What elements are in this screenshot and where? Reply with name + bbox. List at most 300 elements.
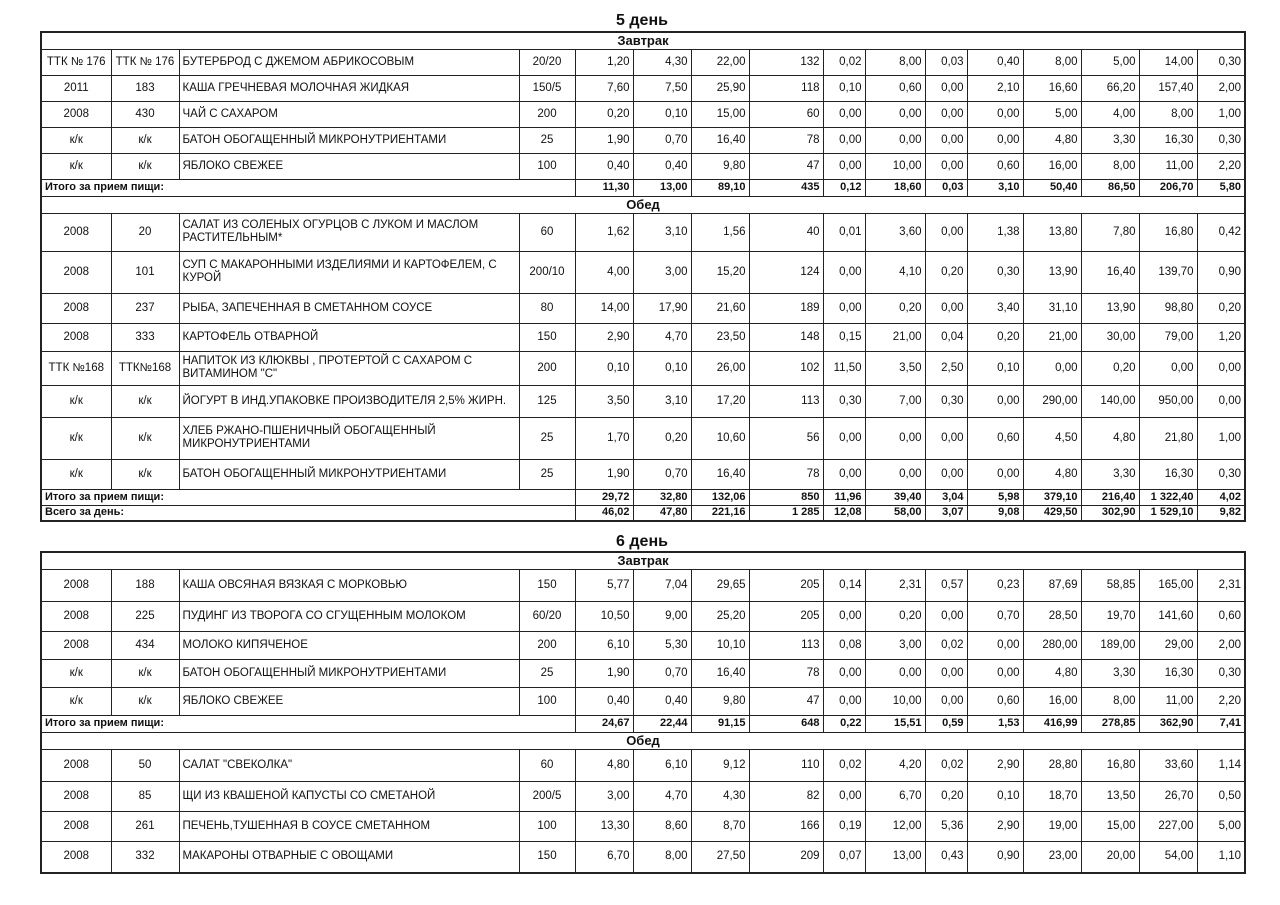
table-row	[41, 687, 1245, 715]
nutrient-value-cell: 1,56	[691, 213, 749, 251]
nutrient-value-cell: 1,20	[1197, 323, 1245, 351]
nutrient-value-cell: 16,30	[1139, 127, 1197, 153]
nutrient-value-cell: 19,00	[1023, 811, 1081, 841]
table-row	[41, 749, 1245, 781]
total-value-cell: 302,90	[1081, 505, 1139, 521]
nutrient-value-cell: 15,00	[691, 101, 749, 127]
nutrient-value-cell: 205	[749, 569, 823, 601]
portion-cell: 125	[519, 385, 575, 417]
total-value-cell: 435	[749, 179, 823, 196]
nutrient-value-cell: 0,30	[1197, 49, 1245, 75]
recipe-year-cell: 2008	[41, 293, 111, 323]
table-row	[41, 351, 1245, 385]
nutrient-value-cell: 16,80	[1081, 749, 1139, 781]
recipe-number-cell: к/к	[111, 127, 179, 153]
nutrient-value-cell: 4,30	[633, 49, 691, 75]
total-value-cell: 32,80	[633, 489, 691, 505]
nutrient-value-cell: 209	[749, 841, 823, 873]
nutrient-value-cell: 2,31	[865, 569, 925, 601]
total-value-cell: 3,04	[925, 489, 967, 505]
nutrient-value-cell: 11,00	[1139, 687, 1197, 715]
nutrient-value-cell: 140,00	[1081, 385, 1139, 417]
total-value-cell: 5,80	[1197, 179, 1245, 196]
nutrient-value-cell: 21,00	[865, 323, 925, 351]
table-row	[41, 601, 1245, 631]
recipe-number-cell: 188	[111, 569, 179, 601]
recipe-year-cell: 2008	[41, 569, 111, 601]
meal-title: Обед	[41, 196, 1245, 213]
nutrient-value-cell: 29,65	[691, 569, 749, 601]
dish-name-cell: ЯБЛОКО СВЕЖЕЕ	[179, 687, 519, 715]
nutrient-value-cell: 78	[749, 659, 823, 687]
nutrient-value-cell: 2,20	[1197, 153, 1245, 179]
nutrient-value-cell: 14,00	[575, 293, 633, 323]
nutrient-value-cell: 8,60	[633, 811, 691, 841]
nutrient-value-cell: 56	[749, 417, 823, 459]
recipe-year-cell: 2008	[41, 749, 111, 781]
nutrient-value-cell: 31,10	[1023, 293, 1081, 323]
nutrient-value-cell: 1,70	[575, 417, 633, 459]
nutrient-value-cell: 3,00	[865, 631, 925, 659]
portion-cell: 100	[519, 687, 575, 715]
table-row	[41, 631, 1245, 659]
nutrient-value-cell: 0,00	[925, 459, 967, 489]
total-value-cell: 1 285	[749, 505, 823, 521]
nutrient-value-cell: 58,85	[1081, 569, 1139, 601]
nutrient-value-cell: 0,90	[1197, 251, 1245, 293]
nutrient-value-cell: 1,90	[575, 127, 633, 153]
nutrient-value-cell: 0,04	[925, 323, 967, 351]
dish-name-cell: ПУДИНГ ИЗ ТВОРОГА СО СГУЩЕННЫМ МОЛОКОМ	[179, 601, 519, 631]
total-value-cell: 46,02	[575, 505, 633, 521]
day-title: 6 день	[616, 533, 668, 550]
total-value-cell: 429,50	[1023, 505, 1081, 521]
recipe-number-cell: 237	[111, 293, 179, 323]
nutrient-value-cell: 2,10	[967, 75, 1023, 101]
nutrient-value-cell: 0,00	[823, 101, 865, 127]
nutrient-value-cell: 5,00	[1197, 811, 1245, 841]
recipe-year-cell: 2011	[41, 75, 111, 101]
nutrient-value-cell: 21,00	[1023, 323, 1081, 351]
total-label: Итого за прием пищи:	[41, 179, 575, 196]
total-value-cell: 39,40	[865, 489, 925, 505]
nutrient-value-cell: 0,20	[925, 781, 967, 811]
nutrient-value-cell: 0,00	[865, 101, 925, 127]
nutrient-value-cell: 16,40	[691, 659, 749, 687]
nutrient-value-cell: 0,70	[633, 127, 691, 153]
nutrient-value-cell: 0,70	[633, 459, 691, 489]
total-value-cell: 132,06	[691, 489, 749, 505]
nutrient-value-cell: 2,00	[1197, 75, 1245, 101]
nutrient-value-cell: 8,00	[633, 841, 691, 873]
nutrient-value-cell: 189,00	[1081, 631, 1139, 659]
recipe-number-cell: к/к	[111, 459, 179, 489]
total-value-cell: 0,12	[823, 179, 865, 196]
nutrient-value-cell: 0,00	[925, 101, 967, 127]
nutrient-value-cell: 1,90	[575, 459, 633, 489]
nutrient-value-cell: 0,40	[633, 153, 691, 179]
dish-name-cell: СУП С МАКАРОННЫМИ ИЗДЕЛИЯМИ И КАРТОФЕЛЕМ, С КУРОЙ	[179, 251, 519, 293]
nutrient-value-cell: 0,00	[823, 153, 865, 179]
nutrient-value-cell: 21,60	[691, 293, 749, 323]
recipe-year-cell: к/к	[41, 127, 111, 153]
nutrient-value-cell: 0,10	[575, 351, 633, 385]
nutrient-value-cell: 16,00	[1023, 687, 1081, 715]
nutrient-value-cell: 0,19	[823, 811, 865, 841]
nutrient-value-cell: 3,50	[865, 351, 925, 385]
nutrient-value-cell: 13,00	[865, 841, 925, 873]
nutrient-value-cell: 4,80	[1081, 417, 1139, 459]
nutrient-value-cell: 3,00	[633, 251, 691, 293]
nutrient-value-cell: 139,70	[1139, 251, 1197, 293]
nutrient-value-cell: 1,62	[575, 213, 633, 251]
total-row	[41, 715, 1245, 732]
table-row	[41, 811, 1245, 841]
nutrient-value-cell: 18,70	[1023, 781, 1081, 811]
nutrient-value-cell: 3,00	[575, 781, 633, 811]
nutrient-value-cell: 2,90	[967, 749, 1023, 781]
nutrient-value-cell: 0,60	[1197, 601, 1245, 631]
dish-name-cell: КАША ГРЕЧНЕВАЯ МОЛОЧНАЯ ЖИДКАЯ	[179, 75, 519, 101]
dish-name-cell: КАША ОВСЯНАЯ ВЯЗКАЯ С МОРКОВЬЮ	[179, 569, 519, 601]
recipe-number-cell: к/к	[111, 417, 179, 459]
total-value-cell: 15,51	[865, 715, 925, 732]
nutrient-value-cell: 141,60	[1139, 601, 1197, 631]
nutrient-value-cell: 6,70	[575, 841, 633, 873]
nutrient-value-cell: 8,00	[1139, 101, 1197, 127]
nutrient-value-cell: 1,00	[1197, 417, 1245, 459]
nutrient-value-cell: 0,30	[823, 385, 865, 417]
dish-name-cell: НАПИТОК ИЗ КЛЮКВЫ , ПРОТЕРТОЙ С САХАРОМ С ВИТАМИНОМ "С"	[179, 351, 519, 385]
nutrient-value-cell: 3,10	[633, 385, 691, 417]
nutrient-value-cell: 3,40	[967, 293, 1023, 323]
recipe-number-cell: 50	[111, 749, 179, 781]
nutrient-value-cell: 0,00	[865, 459, 925, 489]
nutrient-value-cell: 78	[749, 459, 823, 489]
nutrient-value-cell: 0,10	[967, 351, 1023, 385]
nutrient-value-cell: 16,60	[1023, 75, 1081, 101]
nutrient-value-cell: 0,20	[865, 293, 925, 323]
total-value-cell: 0,59	[925, 715, 967, 732]
dish-name-cell: ХЛЕБ РЖАНО-ПШЕНИЧНЫЙ ОБОГАЩЕННЫЙ МИКРОНУТРИЕНТАМИ	[179, 417, 519, 459]
nutrient-value-cell: 0,40	[575, 153, 633, 179]
portion-cell: 25	[519, 417, 575, 459]
recipe-number-cell: 261	[111, 811, 179, 841]
nutrient-value-cell: 0,20	[633, 417, 691, 459]
nutrient-value-cell: 8,00	[1081, 687, 1139, 715]
recipe-number-cell: к/к	[111, 385, 179, 417]
nutrient-value-cell: 0,20	[575, 101, 633, 127]
nutrient-value-cell: 3,30	[1081, 127, 1139, 153]
table-row	[41, 459, 1245, 489]
total-value-cell: 278,85	[1081, 715, 1139, 732]
recipe-year-cell: 2008	[41, 601, 111, 631]
nutrient-value-cell: 25,90	[691, 75, 749, 101]
nutrient-value-cell: 0,20	[925, 251, 967, 293]
nutrient-value-cell: 5,00	[1023, 101, 1081, 127]
nutrient-value-cell: 29,00	[1139, 631, 1197, 659]
total-value-cell: 221,16	[691, 505, 749, 521]
nutrient-value-cell: 0,30	[967, 251, 1023, 293]
nutrient-value-cell: 0,40	[633, 687, 691, 715]
portion-cell: 60	[519, 749, 575, 781]
nutrient-value-cell: 16,00	[1023, 153, 1081, 179]
nutrient-value-cell: 0,00	[925, 687, 967, 715]
nutrient-value-cell: 8,00	[865, 49, 925, 75]
nutrient-value-cell: 0,60	[967, 417, 1023, 459]
nutrient-value-cell: 0,20	[1197, 293, 1245, 323]
nutrient-value-cell: 189	[749, 293, 823, 323]
portion-cell: 80	[519, 293, 575, 323]
nutrient-value-cell: 4,20	[865, 749, 925, 781]
dish-name-cell: МОЛОКО КИПЯЧЕНОЕ	[179, 631, 519, 659]
nutrient-value-cell: 4,80	[575, 749, 633, 781]
recipe-year-cell: ТТК №168	[41, 351, 111, 385]
nutrient-value-cell: 9,80	[691, 687, 749, 715]
nutrient-value-cell: 0,02	[823, 749, 865, 781]
meal-title: Завтрак	[41, 552, 1245, 569]
portion-cell: 200	[519, 351, 575, 385]
total-value-cell: 58,00	[865, 505, 925, 521]
nutrient-value-cell: 0,20	[967, 323, 1023, 351]
nutrient-value-cell: 0,02	[925, 749, 967, 781]
nutrient-value-cell: 28,80	[1023, 749, 1081, 781]
total-value-cell: 379,10	[1023, 489, 1081, 505]
nutrient-value-cell: 3,30	[1081, 459, 1139, 489]
portion-cell: 100	[519, 811, 575, 841]
nutrient-value-cell: 4,10	[865, 251, 925, 293]
nutrient-value-cell: 0,57	[925, 569, 967, 601]
nutrient-value-cell: 0,40	[967, 49, 1023, 75]
nutrient-value-cell: 4,70	[633, 323, 691, 351]
nutrient-value-cell: 0,00	[823, 659, 865, 687]
recipe-number-cell: 225	[111, 601, 179, 631]
nutrient-value-cell: 7,00	[865, 385, 925, 417]
nutrient-value-cell: 0,30	[1197, 127, 1245, 153]
dish-name-cell: КАРТОФЕЛЬ ОТВАРНОЙ	[179, 323, 519, 351]
nutrient-value-cell: 11,50	[823, 351, 865, 385]
nutrient-value-cell: 79,00	[1139, 323, 1197, 351]
recipe-year-cell: 2008	[41, 631, 111, 659]
nutrient-value-cell: 4,50	[1023, 417, 1081, 459]
nutrient-value-cell: 54,00	[1139, 841, 1197, 873]
recipe-number-cell: к/к	[111, 153, 179, 179]
nutrient-value-cell: 82	[749, 781, 823, 811]
total-value-cell: 648	[749, 715, 823, 732]
table-row	[41, 293, 1245, 323]
recipe-year-cell: 2008	[41, 213, 111, 251]
total-value-cell: 89,10	[691, 179, 749, 196]
nutrient-value-cell: 0,60	[865, 75, 925, 101]
nutrient-value-cell: 0,00	[823, 293, 865, 323]
nutrient-value-cell: 1,38	[967, 213, 1023, 251]
nutrient-value-cell: 13,90	[1081, 293, 1139, 323]
nutrient-value-cell: 27,50	[691, 841, 749, 873]
total-value-cell: 0,22	[823, 715, 865, 732]
nutrient-value-cell: 40	[749, 213, 823, 251]
nutrient-value-cell: 148	[749, 323, 823, 351]
nutrient-value-cell: 205	[749, 601, 823, 631]
recipe-year-cell: 2008	[41, 811, 111, 841]
nutrient-value-cell: 6,70	[865, 781, 925, 811]
total-value-cell: 1,53	[967, 715, 1023, 732]
total-value-cell: 206,70	[1139, 179, 1197, 196]
nutrient-value-cell: 11,00	[1139, 153, 1197, 179]
nutrient-value-cell: 20,00	[1081, 841, 1139, 873]
nutrient-value-cell: 5,30	[633, 631, 691, 659]
nutrient-value-cell: 7,80	[1081, 213, 1139, 251]
nutrient-value-cell: 0,00	[925, 75, 967, 101]
nutrient-value-cell: 8,70	[691, 811, 749, 841]
nutrient-value-cell: 16,30	[1139, 459, 1197, 489]
nutrient-value-cell: 13,30	[575, 811, 633, 841]
nutrient-value-cell: 165,00	[1139, 569, 1197, 601]
total-value-cell: 7,41	[1197, 715, 1245, 732]
nutrient-value-cell: 0,70	[633, 659, 691, 687]
nutrient-value-cell: 0,00	[1139, 351, 1197, 385]
nutrient-value-cell: 0,00	[1197, 385, 1245, 417]
recipe-year-cell: к/к	[41, 417, 111, 459]
portion-cell: 60	[519, 213, 575, 251]
nutrient-value-cell: 10,60	[691, 417, 749, 459]
dish-name-cell: ЧАЙ С САХАРОМ	[179, 101, 519, 127]
dish-name-cell: БУТЕРБРОД С ДЖЕМОМ АБРИКОСОВЫМ	[179, 49, 519, 75]
nutrient-value-cell: 2,50	[925, 351, 967, 385]
nutrient-value-cell: 0,50	[1197, 781, 1245, 811]
nutrient-value-cell: 124	[749, 251, 823, 293]
nutrient-value-cell: 0,00	[823, 687, 865, 715]
nutrient-value-cell: 132	[749, 49, 823, 75]
nutrient-value-cell: 10,10	[691, 631, 749, 659]
total-value-cell: 86,50	[1081, 179, 1139, 196]
total-value-cell: 850	[749, 489, 823, 505]
nutrient-value-cell: 102	[749, 351, 823, 385]
nutrient-value-cell: 2,90	[575, 323, 633, 351]
table-row	[41, 213, 1245, 251]
nutrient-value-cell: 78	[749, 127, 823, 153]
total-value-cell: 0,03	[925, 179, 967, 196]
total-value-cell: 1 322,40	[1139, 489, 1197, 505]
nutrient-value-cell: 0,10	[633, 351, 691, 385]
nutrient-value-cell: 157,40	[1139, 75, 1197, 101]
nutrient-value-cell: 290,00	[1023, 385, 1081, 417]
table-row	[41, 323, 1245, 351]
nutrient-value-cell: 28,50	[1023, 601, 1081, 631]
nutrient-value-cell: 0,42	[1197, 213, 1245, 251]
nutrient-value-cell: 3,50	[575, 385, 633, 417]
dish-name-cell: ЩИ ИЗ КВАШЕНОЙ КАПУСТЫ СО СМЕТАНОЙ	[179, 781, 519, 811]
nutrient-value-cell: 0,43	[925, 841, 967, 873]
nutrient-value-cell: 17,90	[633, 293, 691, 323]
portion-cell: 200	[519, 101, 575, 127]
nutrient-value-cell: 0,00	[967, 459, 1023, 489]
nutrient-value-cell: 118	[749, 75, 823, 101]
nutrient-value-cell: 16,40	[1081, 251, 1139, 293]
nutrient-value-cell: 113	[749, 385, 823, 417]
nutrient-value-cell: 0,00	[925, 417, 967, 459]
dish-name-cell: БАТОН ОБОГАЩЕННЫЙ МИКРОНУТРИЕНТАМИ	[179, 127, 519, 153]
nutrient-value-cell: 26,00	[691, 351, 749, 385]
portion-cell: 200/5	[519, 781, 575, 811]
nutrient-value-cell: 0,00	[865, 417, 925, 459]
nutrient-value-cell: 9,00	[633, 601, 691, 631]
nutrient-value-cell: 9,12	[691, 749, 749, 781]
meal-header-row	[41, 196, 1245, 213]
total-label: Всего за день:	[41, 505, 575, 521]
recipe-number-cell: 434	[111, 631, 179, 659]
nutrient-value-cell: 0,02	[823, 49, 865, 75]
nutrient-value-cell: 1,20	[575, 49, 633, 75]
nutrient-value-cell: 13,90	[1023, 251, 1081, 293]
nutrient-value-cell: 0,00	[925, 601, 967, 631]
nutrient-value-cell: 0,00	[925, 213, 967, 251]
recipe-number-cell: 183	[111, 75, 179, 101]
nutrient-value-cell: 12,00	[865, 811, 925, 841]
nutrient-value-cell: 8,00	[1081, 153, 1139, 179]
dish-name-cell: БАТОН ОБОГАЩЕННЫЙ МИКРОНУТРИЕНТАМИ	[179, 459, 519, 489]
total-value-cell: 18,60	[865, 179, 925, 196]
nutrient-value-cell: 166	[749, 811, 823, 841]
nutrient-value-cell: 87,69	[1023, 569, 1081, 601]
nutrient-value-cell: 0,10	[967, 781, 1023, 811]
meal-header-row	[41, 552, 1245, 569]
menu-table	[40, 31, 1246, 522]
nutrient-value-cell: 4,00	[1081, 101, 1139, 127]
nutrient-value-cell: 0,00	[823, 127, 865, 153]
meal-header-row	[41, 32, 1245, 49]
portion-cell: 25	[519, 459, 575, 489]
nutrient-value-cell: 0,30	[1197, 459, 1245, 489]
total-row	[41, 179, 1245, 196]
total-row	[41, 505, 1245, 521]
nutrient-value-cell: 4,80	[1023, 459, 1081, 489]
nutrient-value-cell: 0,30	[925, 385, 967, 417]
recipe-year-cell: 2008	[41, 781, 111, 811]
nutrient-value-cell: 0,00	[967, 127, 1023, 153]
nutrient-value-cell: 6,10	[633, 749, 691, 781]
nutrient-value-cell: 0,00	[823, 251, 865, 293]
nutrient-value-cell: 0,00	[925, 293, 967, 323]
recipe-number-cell: 430	[111, 101, 179, 127]
nutrient-value-cell: 0,70	[967, 601, 1023, 631]
total-value-cell: 11,30	[575, 179, 633, 196]
nutrient-value-cell: 4,80	[1023, 127, 1081, 153]
nutrient-value-cell: 0,14	[823, 569, 865, 601]
nutrient-value-cell: 47	[749, 687, 823, 715]
nutrient-value-cell: 1,00	[1197, 101, 1245, 127]
nutrient-value-cell: 13,80	[1023, 213, 1081, 251]
total-value-cell: 9,08	[967, 505, 1023, 521]
nutrient-value-cell: 8,00	[1023, 49, 1081, 75]
meal-header-row	[41, 732, 1245, 749]
recipe-number-cell: ТТК № 176	[111, 49, 179, 75]
nutrient-value-cell: 15,20	[691, 251, 749, 293]
nutrient-value-cell: 0,10	[633, 101, 691, 127]
nutrient-value-cell: 2,00	[1197, 631, 1245, 659]
total-value-cell: 13,00	[633, 179, 691, 196]
table-row	[41, 781, 1245, 811]
portion-cell: 25	[519, 659, 575, 687]
recipe-number-cell: 85	[111, 781, 179, 811]
nutrient-value-cell: 0,30	[1197, 659, 1245, 687]
nutrient-value-cell: 21,80	[1139, 417, 1197, 459]
recipe-year-cell: 2008	[41, 841, 111, 873]
nutrient-value-cell: 227,00	[1139, 811, 1197, 841]
nutrient-value-cell: 4,30	[691, 781, 749, 811]
recipe-year-cell: к/к	[41, 659, 111, 687]
recipe-year-cell: к/к	[41, 687, 111, 715]
nutrient-value-cell: 4,70	[633, 781, 691, 811]
